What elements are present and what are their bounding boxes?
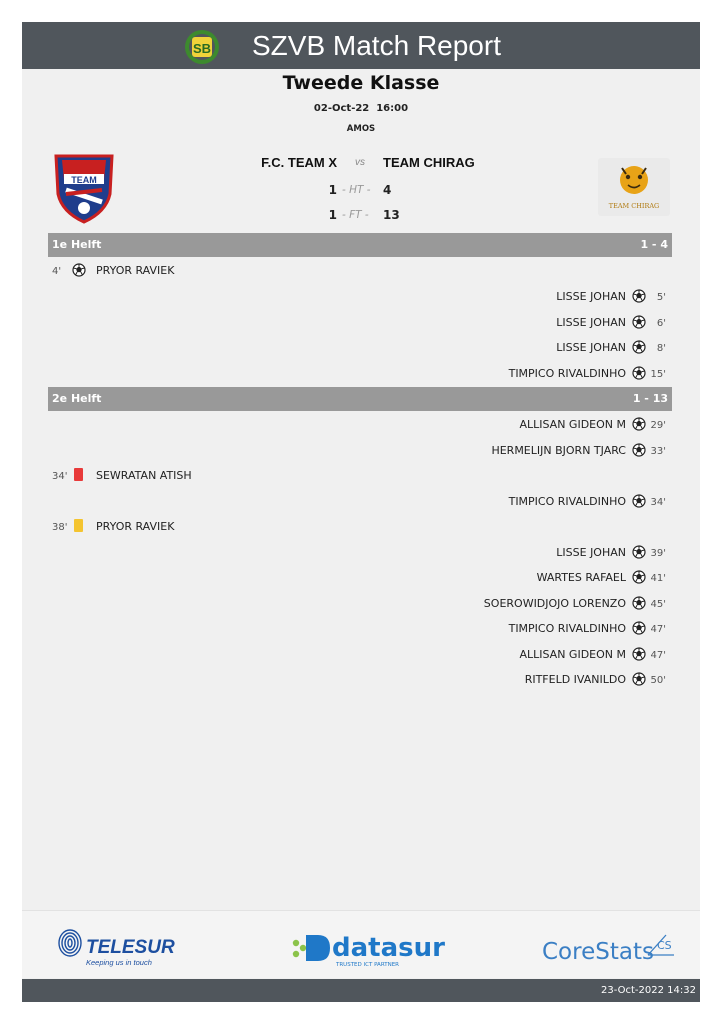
first-half-bar [48,233,672,257]
football-icon [632,366,646,380]
away-crest-text: TEAM CHIRAG [608,202,660,210]
event-player: SOEROWIDJOJO LORENZO [483,597,626,610]
datasur-dots-icon [293,935,330,961]
event-player: HERMELIJN BJORN TJARC [491,444,626,457]
second-half-score: 1 - 13 [632,392,668,405]
event-row [266,647,666,665]
szvb-logo-text: SB [192,41,212,56]
event-minute: 50' [650,675,666,686]
football-icon [632,545,646,559]
vs-label: vs [355,157,365,168]
ht-away-score: 4 [383,183,392,197]
second-half-label: 2e Helft [52,392,102,405]
event-minute: 4' [52,266,62,277]
event-row [266,443,666,461]
fulltime-score-row [22,208,700,226]
football-icon [632,289,646,303]
fingerprint-icon [59,930,81,956]
datasur-name: datasur [332,933,445,963]
sponsors-strip [22,910,700,978]
event-row [266,621,666,639]
football-icon [632,596,646,610]
away-team-name: TEAM CHIRAG [383,155,475,170]
telesur-logo [56,923,174,971]
ft-label: - FT - [342,209,369,221]
yellow-card-icon [72,519,86,533]
event-player: TIMPICO RIVALDINHO [508,495,626,508]
football-icon [632,315,646,329]
generated-timestamp: 23-Oct-2022 14:32 [601,985,696,996]
ft-away-score: 13 [383,208,400,222]
event-minute: 34' [650,497,666,508]
telesur-name: TELESUR [86,937,175,958]
corestats-logo [540,931,680,967]
event-row [266,672,666,690]
ht-home-score: 1 [328,183,337,197]
event-player: TIMPICO RIVALDINHO [508,622,626,635]
event-row [266,596,666,614]
ft-home-score: 1 [328,208,337,222]
football-icon [632,621,646,635]
teams-row [22,155,700,175]
event-row [266,417,666,435]
first-half-score: 1 - 4 [640,238,668,251]
match-venue: AMOS [346,124,376,134]
match-report-page [22,22,700,1002]
event-minute: 33' [650,446,666,457]
event-player: LISSE JOHAN [556,546,626,559]
event-player: SEWRATAN ATISH [96,469,192,482]
first-half-label: 1e Helft [52,238,102,251]
red-card-icon [72,468,86,482]
event-minute: 38' [52,522,68,533]
event-row [266,315,666,333]
event-minute: 39' [650,548,666,559]
event-minute: 34' [52,471,68,482]
event-row [266,545,666,563]
event-minute: 47' [650,650,666,661]
halftime-score-row [22,183,700,201]
football-icon [632,417,646,431]
datasur-tagline: TRUSTED ICT PARTNER [336,962,400,968]
event-player: LISSE JOHAN [556,316,626,329]
event-row [266,340,666,358]
event-player: LISSE JOHAN [556,290,626,303]
event-minute: 15' [650,369,666,380]
event-player: PRYOR RAVIEK [96,264,175,277]
event-minute: 8' [656,343,666,354]
second-half-bar [48,387,672,411]
telesur-tagline: Keeping us in touch [86,958,152,967]
football-icon [72,263,86,277]
event-player: TIMPICO RIVALDINHO [508,367,626,380]
event-minute: 41' [650,573,666,584]
szvb-logo-icon [180,29,224,65]
football-icon [632,494,646,508]
event-row [266,289,666,307]
event-player: PRYOR RAVIEK [96,520,175,533]
home-team-name: F.C. TEAM X [261,155,337,170]
report-header [22,22,700,69]
event-minute: 45' [650,599,666,610]
football-icon [632,443,646,457]
event-player: RITFELD IVANILDO [524,673,626,686]
event-row [266,570,666,588]
match-datetime: 02-Oct-22 16:00 [313,103,409,114]
report-title: SZVB Match Report [252,30,501,61]
ht-label: - HT - [342,184,371,196]
event-minute: 6' [656,318,666,329]
football-icon [632,672,646,686]
event-player: WARTES RAFAEL [536,571,626,584]
datasur-logo [290,927,445,969]
event-minute: 29' [650,420,666,431]
football-icon [632,570,646,584]
event-player: ALLISAN GIDEON M [519,648,626,661]
event-row [266,366,666,384]
home-crest-text: TEAM [71,175,97,185]
corestats-name: CoreStats [542,939,654,965]
event-player: ALLISAN GIDEON M [519,418,626,431]
football-icon [632,647,646,661]
league-name: Tweede Klasse [282,72,440,94]
match-info [22,72,700,134]
football-icon [632,340,646,354]
report-footer [22,979,700,1002]
corestats-mark: CS [657,939,672,952]
event-row [266,494,666,512]
event-minute: 5' [656,292,666,303]
event-minute: 47' [650,624,666,635]
event-player: LISSE JOHAN [556,341,626,354]
